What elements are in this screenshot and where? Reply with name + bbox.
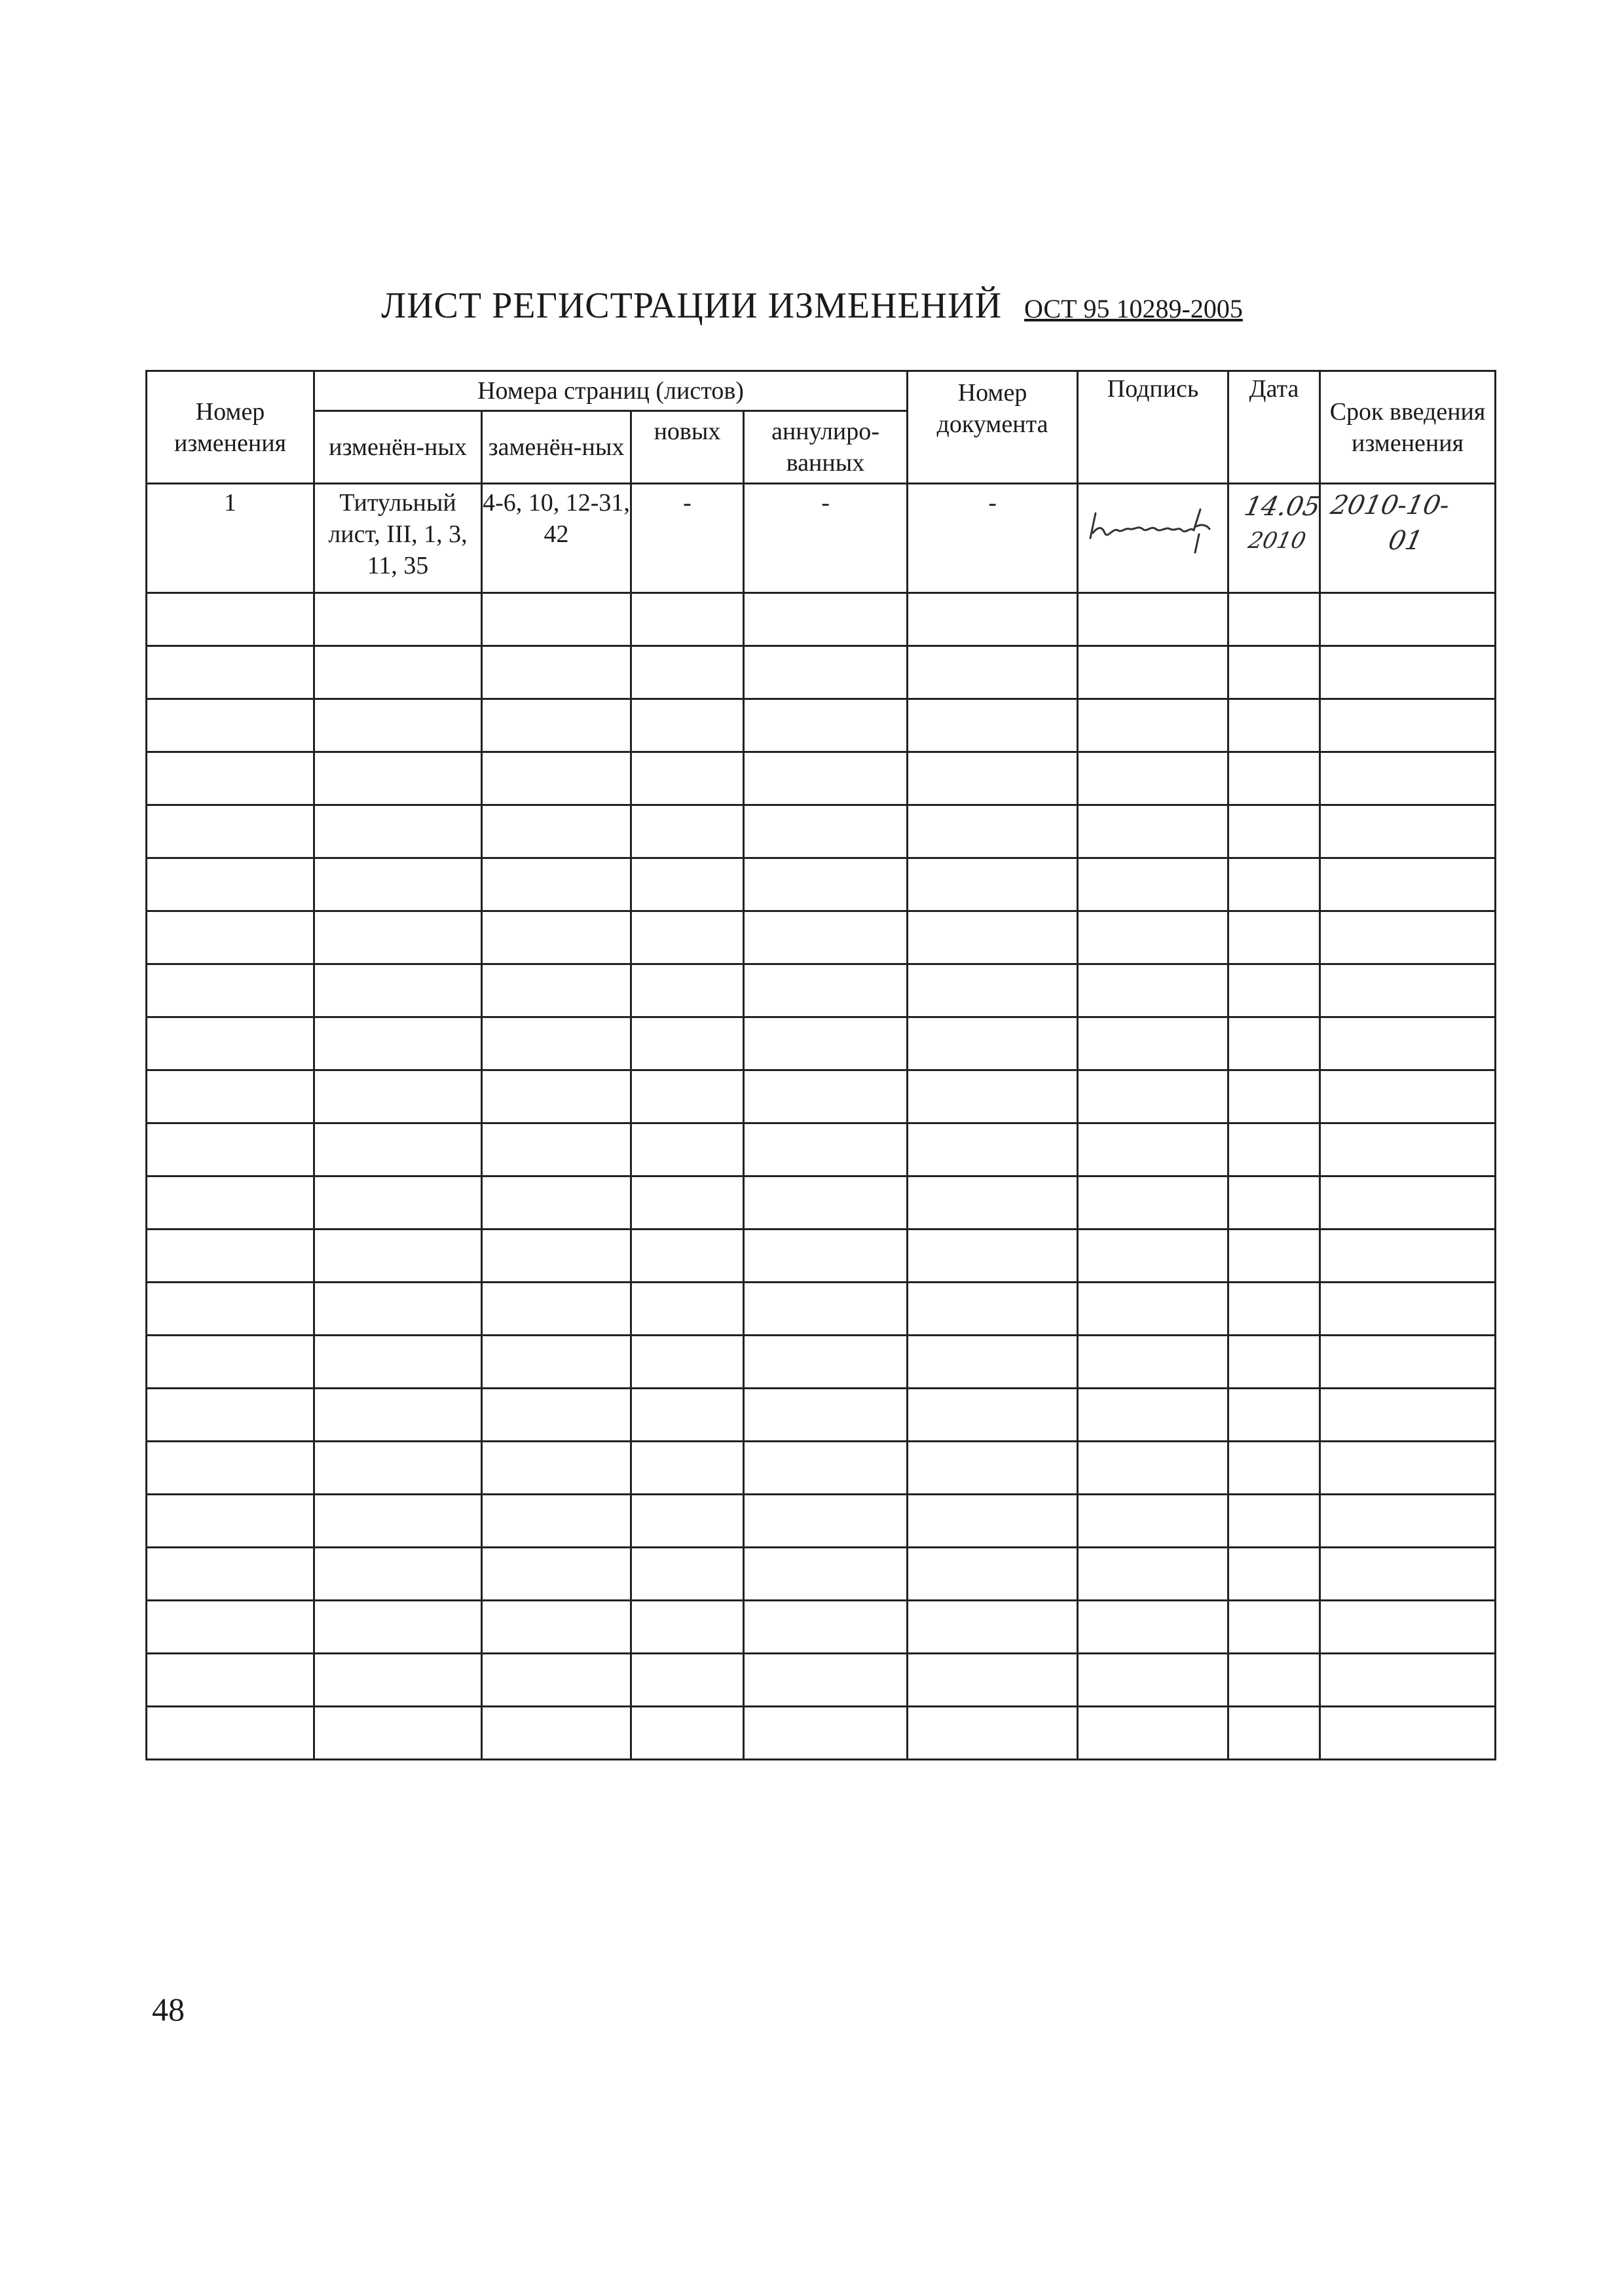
handwritten-signature (1079, 487, 1227, 572)
table-cell (631, 1707, 744, 1760)
table-cell (1228, 858, 1320, 911)
table-cell (1078, 1707, 1228, 1760)
table-cell (744, 1601, 908, 1654)
table-cell (314, 1389, 482, 1442)
header-change-number: Номер изменения (147, 371, 314, 484)
table-cell (1078, 911, 1228, 964)
table-row (147, 752, 1496, 805)
table-cell (314, 1336, 482, 1389)
table-cell (631, 964, 744, 1017)
table-cell (1228, 593, 1320, 646)
table-cell (1228, 1495, 1320, 1548)
cell-effective-date (1320, 484, 1496, 593)
table-row (147, 1070, 1496, 1123)
table-cell (1320, 1389, 1496, 1442)
table-cell (482, 1283, 631, 1336)
table-cell (908, 858, 1078, 911)
table-row (147, 1336, 1496, 1389)
table-cell (147, 1283, 314, 1336)
table-cell (1078, 858, 1228, 911)
header-changed: изменён-ных (314, 411, 482, 484)
table-cell (314, 1601, 482, 1654)
table-cell (1228, 646, 1320, 699)
table-cell (908, 1654, 1078, 1707)
table-cell (631, 1389, 744, 1442)
table-cell (1078, 646, 1228, 699)
table-cell (908, 1017, 1078, 1070)
table-cell (482, 1601, 631, 1654)
table-cell (1228, 1123, 1320, 1176)
table-cell (482, 911, 631, 964)
table-cell (1320, 1283, 1496, 1336)
table-cell (1320, 964, 1496, 1017)
table-cell (1320, 1123, 1496, 1176)
table-cell (314, 1495, 482, 1548)
table-cell (744, 1283, 908, 1336)
handwritten-date-line2: 2010 (1246, 528, 1308, 554)
table-cell (744, 1176, 908, 1230)
table-cell (1078, 1123, 1228, 1176)
header-signature: Подпись (1078, 371, 1228, 484)
table-cell (1320, 1336, 1496, 1389)
table-cell (1078, 752, 1228, 805)
table-row (147, 646, 1496, 699)
table-cell (147, 646, 314, 699)
cell-doc-number: - (908, 484, 1078, 593)
table-cell (1228, 1017, 1320, 1070)
table-row (147, 1123, 1496, 1176)
table-cell (147, 1601, 314, 1654)
table-cell (1078, 1176, 1228, 1230)
table-cell (744, 1442, 908, 1495)
table-cell (147, 911, 314, 964)
header-doc-number: Номер документа (908, 371, 1078, 484)
table-cell (631, 805, 744, 858)
table-cell (1078, 1495, 1228, 1548)
table-cell (1228, 805, 1320, 858)
table-cell (744, 593, 908, 646)
table-cell (314, 1123, 482, 1176)
cell-change-number: 1 (147, 484, 314, 593)
table-cell (908, 1230, 1078, 1283)
table-cell (1078, 593, 1228, 646)
table-cell (482, 1548, 631, 1601)
table-cell (908, 1070, 1078, 1123)
table-cell (908, 1442, 1078, 1495)
table-cell (1228, 1230, 1320, 1283)
table-cell (744, 1389, 908, 1442)
table-cell (744, 858, 908, 911)
table-cell (482, 1123, 631, 1176)
table-cell (482, 1176, 631, 1230)
title-row (0, 285, 1624, 327)
table-cell (1078, 805, 1228, 858)
table-cell (631, 1601, 744, 1654)
table-cell (908, 1707, 1078, 1760)
table-cell (147, 1442, 314, 1495)
table-cell (744, 964, 908, 1017)
table-cell (314, 1548, 482, 1601)
table-cell (482, 1389, 631, 1442)
table-cell (482, 1707, 631, 1760)
table-cell (908, 911, 1078, 964)
table-row (147, 699, 1496, 752)
table-row (147, 1495, 1496, 1548)
table-cell (744, 699, 908, 752)
table-cell (1078, 1017, 1228, 1070)
table-cell (1320, 699, 1496, 752)
table-cell (482, 699, 631, 752)
table-cell (1320, 752, 1496, 805)
table-cell (147, 593, 314, 646)
table-cell (147, 1176, 314, 1230)
table-cell (147, 805, 314, 858)
table-cell (744, 1070, 908, 1123)
table-cell (631, 699, 744, 752)
table-cell (147, 1654, 314, 1707)
table-cell (908, 1123, 1078, 1176)
table-cell (908, 805, 1078, 858)
table-cell (908, 646, 1078, 699)
table-cell (1320, 1495, 1496, 1548)
table-cell (147, 1389, 314, 1442)
table-cell (1078, 1601, 1228, 1654)
table-cell (744, 1707, 908, 1760)
table-cell (147, 1070, 314, 1123)
table-cell (1078, 1548, 1228, 1601)
header-effective-date: Срок введения изменения (1320, 371, 1496, 484)
table-cell (314, 1176, 482, 1230)
table-cell (631, 593, 744, 646)
table-row (147, 858, 1496, 911)
table-cell (314, 646, 482, 699)
table-row (147, 484, 1496, 593)
table-cell (1320, 1442, 1496, 1495)
document-title: ЛИСТ РЕГИСТРАЦИИ ИЗМЕНЕНИЙ (381, 285, 1003, 326)
table-cell (631, 1548, 744, 1601)
table-cell (314, 964, 482, 1017)
table-cell (1078, 1654, 1228, 1707)
table-cell (631, 1654, 744, 1707)
table-cell (1228, 1548, 1320, 1601)
table-cell (631, 1495, 744, 1548)
header-date: Дата (1228, 371, 1320, 484)
table-cell (314, 1283, 482, 1336)
table-cell (147, 1336, 314, 1389)
table-cell (314, 752, 482, 805)
table-cell (147, 1017, 314, 1070)
table-cell (744, 1230, 908, 1283)
table-cell (908, 964, 1078, 1017)
table-cell (1320, 1707, 1496, 1760)
handwritten-effective-line1: 2010-10- (1328, 490, 1452, 520)
table-cell (1228, 911, 1320, 964)
table-cell (1228, 1601, 1320, 1654)
table-cell (744, 1336, 908, 1389)
table-cell (908, 1601, 1078, 1654)
table-cell (744, 805, 908, 858)
table-cell (1228, 1176, 1320, 1230)
table-row (147, 1654, 1496, 1707)
cell-changed: Титульный лист, III, 1, 3, 11, 35 (314, 484, 482, 593)
table-cell (1320, 646, 1496, 699)
table-cell (482, 646, 631, 699)
table-cell (1078, 1389, 1228, 1442)
table-cell (744, 1654, 908, 1707)
table-row (147, 964, 1496, 1017)
table-cell (482, 805, 631, 858)
table-row (147, 1389, 1496, 1442)
table-row (147, 1548, 1496, 1601)
table-cell (1078, 1230, 1228, 1283)
table-cell (1228, 1070, 1320, 1123)
table-cell (1078, 1283, 1228, 1336)
table-cell (147, 699, 314, 752)
table-cell (631, 1230, 744, 1283)
handwritten-effective-line2: 01 (1386, 526, 1426, 556)
table-cell (1320, 1601, 1496, 1654)
table-cell (482, 752, 631, 805)
table-cell (1078, 1442, 1228, 1495)
table-cell (314, 911, 482, 964)
table-cell (1320, 1017, 1496, 1070)
table-cell (744, 911, 908, 964)
table-cell (908, 1336, 1078, 1389)
table-cell (631, 1017, 744, 1070)
table-cell (1320, 1070, 1496, 1123)
table-cell (1320, 911, 1496, 964)
table-cell (631, 1176, 744, 1230)
table-cell (1078, 964, 1228, 1017)
table-cell (1320, 805, 1496, 858)
table-cell (147, 1230, 314, 1283)
table-cell (147, 964, 314, 1017)
table-cell (1320, 1548, 1496, 1601)
header-new: новых (631, 411, 744, 484)
table-cell (482, 1442, 631, 1495)
table-cell (631, 1336, 744, 1389)
table-row (147, 593, 1496, 646)
table-cell (482, 1654, 631, 1707)
table-cell (482, 1230, 631, 1283)
table-cell (1078, 699, 1228, 752)
table-cell (1078, 1070, 1228, 1123)
table-cell (314, 1707, 482, 1760)
table-cell (631, 911, 744, 964)
table-cell (482, 1070, 631, 1123)
header-annulled: аннулиро-ванных (744, 411, 908, 484)
table-row (147, 911, 1496, 964)
table-cell (147, 1707, 314, 1760)
cell-new: - (631, 484, 744, 593)
change-registration-table (145, 370, 1496, 1760)
table-cell (908, 1176, 1078, 1230)
table-cell (482, 1017, 631, 1070)
table-cell (908, 593, 1078, 646)
table-row (147, 1176, 1496, 1230)
table-cell (1320, 858, 1496, 911)
table-cell (1228, 1389, 1320, 1442)
table-cell (908, 1283, 1078, 1336)
table-cell (631, 752, 744, 805)
table-cell (314, 858, 482, 911)
table-cell (314, 699, 482, 752)
table-cell (1228, 1283, 1320, 1336)
table-cell (147, 1123, 314, 1176)
table-cell (1320, 593, 1496, 646)
header-replaced: заменён-ных (482, 411, 631, 484)
table-cell (1228, 752, 1320, 805)
table-cell (1320, 1654, 1496, 1707)
table-cell (314, 593, 482, 646)
table-cell (1228, 1707, 1320, 1760)
table-cell (314, 805, 482, 858)
table-cell (147, 1548, 314, 1601)
table-cell (908, 699, 1078, 752)
table-cell (482, 964, 631, 1017)
table-cell (314, 1230, 482, 1283)
table-cell (631, 1442, 744, 1495)
cell-annulled: - (744, 484, 908, 593)
cell-date (1228, 484, 1323, 593)
table-cell (631, 1070, 744, 1123)
table-row (147, 1442, 1496, 1495)
table-cell (744, 752, 908, 805)
table-cell (744, 646, 908, 699)
table-cell (631, 858, 744, 911)
table-cell (1228, 964, 1320, 1017)
table-cell (482, 1336, 631, 1389)
table-row (147, 1017, 1496, 1070)
table-cell (1228, 1336, 1320, 1389)
page-number: 48 (152, 1991, 185, 2028)
table-cell (1228, 699, 1320, 752)
table-cell (744, 1017, 908, 1070)
table-row (147, 1283, 1496, 1336)
table-cell (908, 1548, 1078, 1601)
table-cell (314, 1070, 482, 1123)
table-cell (314, 1017, 482, 1070)
table-cell (1320, 1230, 1496, 1283)
table-cell (631, 1283, 744, 1336)
table-cell (314, 1654, 482, 1707)
table-cell (147, 858, 314, 911)
table-cell (631, 646, 744, 699)
table-row (147, 1707, 1496, 1760)
header-page-numbers: Номера страниц (листов) (314, 371, 908, 411)
table-cell (908, 752, 1078, 805)
table-cell (744, 1123, 908, 1176)
table-cell (908, 1495, 1078, 1548)
signature-scribble (1079, 487, 1225, 572)
table-cell (744, 1548, 908, 1601)
table-row (147, 805, 1496, 858)
table-cell (1078, 1336, 1228, 1389)
document-code: ОСТ 95 10289-2005 (1024, 294, 1243, 323)
table-cell (314, 1442, 482, 1495)
cell-replaced: 4-6, 10, 12-31, 42 (482, 484, 631, 593)
cell-signature (1078, 484, 1228, 593)
table-cell (1228, 1654, 1320, 1707)
table-cell (147, 752, 314, 805)
table-cell (1320, 1176, 1496, 1230)
table-cell (147, 1495, 314, 1548)
table-cell (482, 1495, 631, 1548)
table-cell (631, 1123, 744, 1176)
table-cell (482, 593, 631, 646)
handwritten-date-line1: 14.05 (1242, 492, 1323, 522)
table-cell (908, 1389, 1078, 1442)
table-row (147, 1230, 1496, 1283)
table-cell (1228, 1442, 1320, 1495)
table-cell (744, 1495, 908, 1548)
table-cell (482, 858, 631, 911)
table-row (147, 1601, 1496, 1654)
